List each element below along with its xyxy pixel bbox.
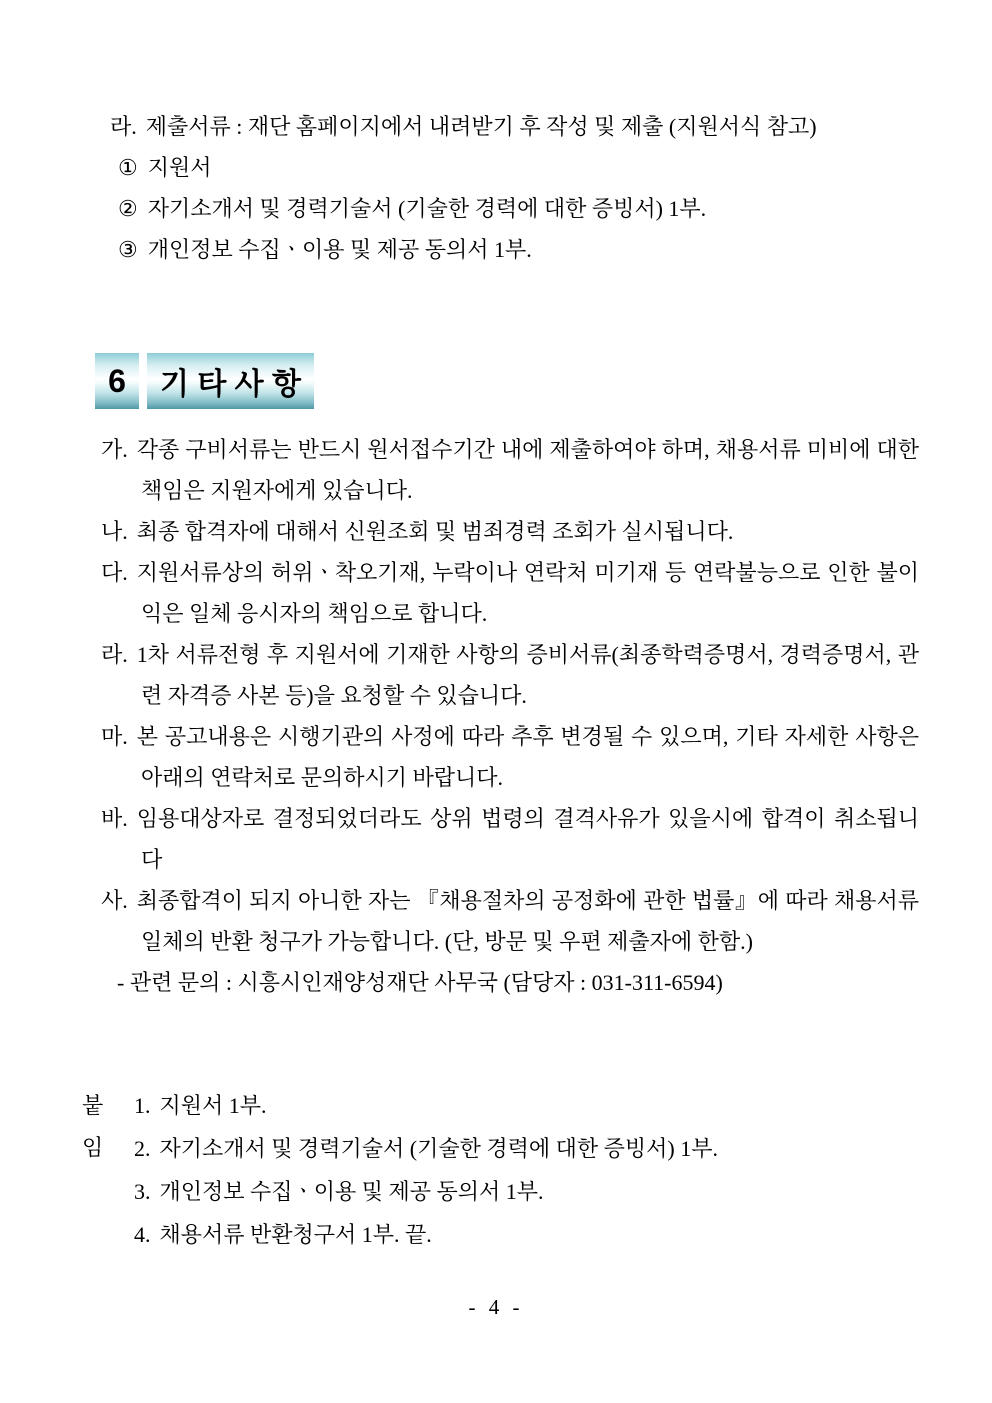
note-label: 사. [101, 888, 128, 913]
contact-note: - 관련 문의 : 시흥시인재양성재단 사무국 (담당자 : 031-311-6594) [117, 970, 723, 995]
note-label: 다. [101, 560, 128, 585]
circled-number-1: ① [118, 155, 138, 180]
submission-docs-block [110, 106, 896, 270]
attachment-block [82, 1085, 922, 1257]
circled-item-text: 지원서 [147, 155, 212, 180]
section-number: 6 [108, 362, 126, 399]
list-label: 라. [110, 114, 137, 139]
circled-number-3: ③ [118, 237, 138, 262]
attachment-number: 1. [134, 1093, 151, 1118]
note-item-sa [101, 880, 919, 962]
attachment-text: 지원서 1부. [159, 1093, 267, 1118]
note-item-ra [101, 634, 919, 716]
note-item-na [101, 511, 919, 552]
circled-item [110, 229, 896, 270]
note-label: 라. [101, 642, 128, 667]
attachment-label: 붙임 [82, 1093, 104, 1160]
section-number-box [95, 353, 139, 409]
note-text: 최종 합격자에 대해서 신원조회 및 범죄경력 조회가 실시됩니다. [136, 519, 734, 544]
attachment-item [134, 1214, 922, 1256]
attachment-item [134, 1128, 922, 1170]
note-text: 1차 서류전형 후 지원서에 기재한 사항의 증비서류(최종학력증명서, 경력증명서, 관련 자격증 사본 등)을 요청할 수 있습니다. [136, 642, 919, 708]
note-item-ba [101, 798, 919, 880]
note-text: 각종 구비서류는 반드시 원서접수기간 내에 제출하여야 하며, 채용서류 미비에 대한 책임은 지원자에게 있습니다. [136, 437, 919, 503]
circled-item [110, 188, 896, 229]
attachment-text: 채용서류 반환청구서 1부. 끝. [159, 1222, 432, 1247]
section-title: 기 타 사 항 [160, 368, 301, 401]
circled-item-text: 자기소개서 및 경력기술서 (기술한 경력에 대한 증빙서) 1부. [147, 196, 707, 221]
note-text: 임용대상자로 결정되었더라도 상위 법령의 결격사유가 있을시에 합격이 취소됩니다 [136, 806, 919, 872]
attachment-list [134, 1085, 922, 1257]
note-label: 마. [101, 724, 128, 749]
attachment-item [134, 1085, 922, 1127]
attachment-number: 3. [134, 1179, 151, 1204]
notes-list [101, 429, 919, 1003]
note-label: 나. [101, 519, 128, 544]
section-title-box [147, 353, 314, 409]
note-label: 가. [101, 437, 128, 462]
note-label: 바. [101, 806, 128, 831]
attachment-number: 2. [134, 1136, 151, 1161]
note-text: 본 공고내용은 시행기관의 사정에 따라 추후 변경될 수 있으며, 기타 자세한 사항은 아래의 연락처로 문의하시기 바랍니다. [136, 724, 919, 790]
page-number: - 4 - [468, 1295, 524, 1319]
circled-number-2: ② [118, 196, 138, 221]
attachment-text: 개인정보 수집ㆍ이용 및 제공 동의서 1부. [159, 1179, 544, 1204]
attachment-number: 4. [134, 1222, 151, 1247]
note-text: 최종합격이 되지 아니한 자는 『채용절차의 공정화에 관한 법률』에 따라 채용서류 일체의 반환 청구가 가능합니다. (단, 방문 및 우편 제출자에 한함.) [136, 888, 919, 954]
submission-intro-text: 제출서류 : 재단 홈페이지에서 내려받기 후 작성 및 제출 (지원서식 참고) [145, 114, 817, 139]
note-item-ma [101, 716, 919, 798]
attachment-item [134, 1171, 922, 1213]
note-text: 지원서류상의 허위ㆍ착오기재, 누락이나 연락처 미기재 등 연락불능으로 인한 불이익은 일체 응시자의 책임으로 합니다. [136, 560, 919, 626]
note-item-ga [101, 429, 919, 511]
note-item-da [101, 552, 919, 634]
circled-item-text: 개인정보 수집ㆍ이용 및 제공 동의서 1부. [147, 237, 532, 262]
submission-intro-line [110, 106, 896, 147]
circled-item [110, 147, 896, 188]
attachment-text: 자기소개서 및 경력기술서 (기술한 경력에 대한 증빙서) 1부. [159, 1136, 718, 1161]
